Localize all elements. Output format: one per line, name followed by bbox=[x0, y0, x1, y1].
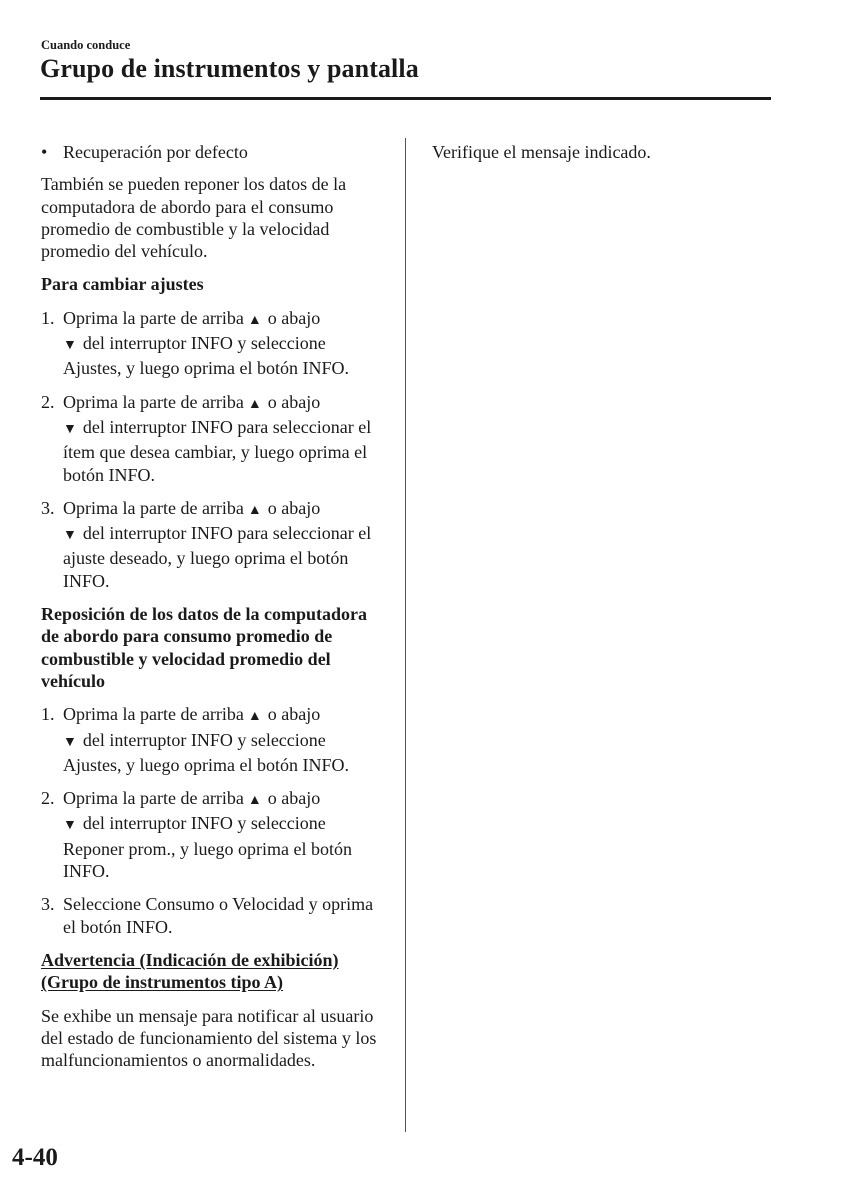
right-paragraph: Verifique el mensaje indicado. bbox=[432, 142, 651, 162]
step-text: Oprima la parte de arriba ▲ o abajo ▼ del interruptor INFO y seleccione Reponer prom., y luego oprima el botón INFO. bbox=[63, 788, 352, 882]
heading-reset: Reposición de los datos de la computadora de abordo para consumo promedio de combustible y velocidad promedio del vehículo bbox=[41, 604, 368, 691]
heading-warning: Advertencia (Indicación de exhibición) (Grupo de instrumentos tipo A) bbox=[41, 949, 339, 993]
step-number: 2. bbox=[41, 788, 55, 809]
up-arrow-icon: ▲ bbox=[247, 793, 262, 809]
intro-paragraph: También se pueden reponer los datos de la computadora de abordo para el consumo promedio de combustible y la velocidad promedio del vehículo. bbox=[41, 174, 347, 262]
step-text: Seleccione Consumo o Velocidad y oprima el botón INFO. bbox=[63, 894, 374, 937]
right-column bbox=[432, 141, 772, 163]
up-arrow-icon: ▲ bbox=[247, 312, 262, 328]
down-arrow-icon: ▼ bbox=[63, 818, 77, 834]
step-text: Oprima la parte de arriba ▲ o abajo ▼ del interruptor INFO para seleccionar el ajuste deseado, y luego oprima el botón INFO. bbox=[63, 497, 372, 591]
step-number: 3. bbox=[41, 894, 55, 915]
down-arrow-icon: ▼ bbox=[63, 338, 77, 354]
step-text: Oprima la parte de arriba ▲ o abajo ▼ del interruptor INFO y seleccione Ajustes, y luego oprima el botón INFO. bbox=[63, 704, 349, 775]
column-divider bbox=[405, 138, 406, 1132]
page-title: Grupo de instrumentos y pantalla bbox=[40, 54, 419, 83]
heading-settings: Para cambiar ajustes bbox=[41, 274, 204, 295]
step-number: 2. bbox=[41, 391, 55, 412]
step-number: 1. bbox=[41, 307, 55, 328]
settings-steps bbox=[41, 307, 386, 592]
bullet-item bbox=[41, 141, 386, 163]
list-item bbox=[41, 787, 386, 882]
up-arrow-icon: ▲ bbox=[247, 709, 262, 725]
left-column bbox=[41, 141, 386, 1082]
list-item bbox=[41, 703, 386, 776]
step-text: Oprima la parte de arriba ▲ o abajo ▼ del interruptor INFO y seleccione Ajustes, y luego oprima el botón INFO. bbox=[63, 307, 349, 379]
bullet-text: Recuperación por defecto bbox=[63, 142, 248, 162]
bullet-dot-icon: • bbox=[41, 142, 48, 162]
up-arrow-icon: ▲ bbox=[247, 502, 262, 518]
title-rule bbox=[40, 97, 771, 100]
list-item bbox=[41, 497, 386, 592]
down-arrow-icon: ▼ bbox=[63, 421, 77, 437]
section-label: Cuando conduce bbox=[41, 38, 131, 52]
up-arrow-icon: ▲ bbox=[247, 396, 262, 412]
down-arrow-icon: ▼ bbox=[63, 528, 77, 544]
step-text: Oprima la parte de arriba ▲ o abajo ▼ del interruptor INFO para seleccionar el ítem que desea cambiar, y luego oprima el botón INFO. bbox=[63, 391, 372, 485]
step-number: 1. bbox=[41, 704, 55, 725]
step-number: 3. bbox=[41, 497, 55, 518]
down-arrow-icon: ▼ bbox=[63, 734, 77, 750]
list-item bbox=[41, 307, 386, 380]
warning-paragraph: Se exhibe un mensaje para notificar al usuario del estado de funcionamiento del sistema y los malfuncionamientos o anormalidades. bbox=[41, 1005, 377, 1071]
reset-steps bbox=[41, 703, 386, 938]
list-item bbox=[41, 391, 386, 486]
list-item bbox=[41, 893, 386, 938]
page-number: 4-40 bbox=[12, 1144, 58, 1171]
